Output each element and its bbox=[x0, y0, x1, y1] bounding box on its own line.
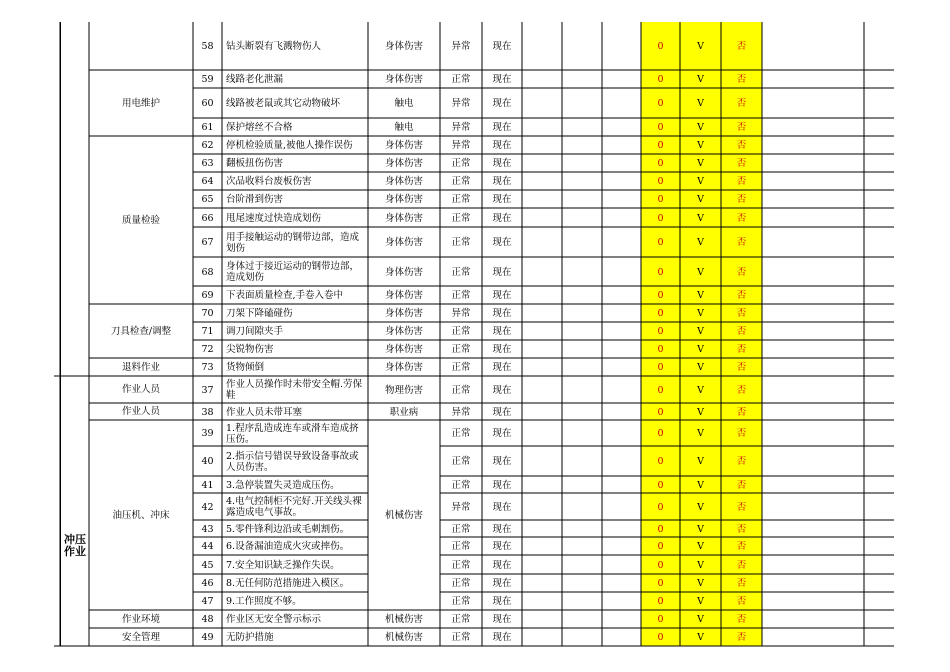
check-mark: V bbox=[697, 74, 704, 85]
risk-score: 0 bbox=[657, 308, 664, 319]
time-state: 现在 bbox=[492, 614, 512, 625]
row-number: 64 bbox=[201, 176, 214, 187]
operating-state: 异常 bbox=[451, 41, 471, 52]
risk-score: 0 bbox=[657, 578, 664, 589]
significance-flag: 否 bbox=[736, 541, 747, 552]
row-number: 58 bbox=[201, 41, 214, 52]
hazard-description: 身体过于接近运动的钢带边部，造成划伤 bbox=[226, 261, 360, 283]
hazard-category: 身体伤害 bbox=[384, 176, 423, 187]
risk-score: 0 bbox=[657, 428, 664, 439]
row-number: 65 bbox=[201, 194, 214, 205]
operating-state: 正常 bbox=[451, 74, 471, 85]
risk-score: 0 bbox=[657, 632, 664, 643]
row-number: 69 bbox=[201, 290, 214, 301]
risk-score: 0 bbox=[657, 74, 664, 85]
operating-state: 异常 bbox=[451, 122, 471, 133]
process-group-label: 用电维护 bbox=[121, 97, 160, 109]
hazard-category: 触电 bbox=[394, 98, 414, 109]
hazard-description: 8.无任何防范措施进入模区。 bbox=[226, 578, 350, 589]
row-number: 62 bbox=[201, 140, 214, 151]
hazard-category: 身体伤害 bbox=[384, 237, 423, 248]
row-number: 47 bbox=[201, 596, 214, 607]
check-mark: V bbox=[697, 632, 704, 643]
operating-state: 正常 bbox=[451, 578, 471, 589]
significance-flag: 否 bbox=[736, 614, 747, 625]
check-mark: V bbox=[697, 614, 704, 625]
operating-state: 异常 bbox=[451, 406, 471, 418]
row-number: 63 bbox=[201, 158, 214, 169]
significance-flag: 否 bbox=[736, 41, 747, 52]
hazard-description: 9.工作照度不够。 bbox=[226, 596, 302, 607]
risk-score: 0 bbox=[657, 326, 664, 337]
risk-score: 0 bbox=[657, 176, 664, 187]
significance-flag: 否 bbox=[736, 456, 747, 467]
significance-flag: 否 bbox=[736, 176, 747, 187]
hazard-category: 机械伤害 bbox=[384, 632, 423, 643]
operating-state: 正常 bbox=[451, 176, 471, 187]
row-number: 59 bbox=[201, 74, 214, 85]
row-number: 38 bbox=[201, 406, 214, 418]
hazard-category: 身体伤害 bbox=[384, 326, 423, 337]
hazard-category: 身体伤害 bbox=[384, 362, 423, 373]
significance-flag: 否 bbox=[736, 212, 747, 224]
operating-state: 正常 bbox=[451, 596, 471, 607]
hazard-description: 7.安全知识缺乏操作失误。 bbox=[226, 559, 340, 571]
hazard-description: 下表面质量检查,手卷入卷中 bbox=[226, 290, 344, 301]
check-mark: V bbox=[697, 406, 704, 418]
time-state: 现在 bbox=[492, 41, 512, 52]
check-mark: V bbox=[697, 326, 704, 337]
time-state: 现在 bbox=[492, 194, 512, 205]
row-number: 39 bbox=[201, 428, 214, 439]
hazard-category: 身体伤害 bbox=[384, 266, 423, 278]
time-state: 现在 bbox=[492, 541, 512, 552]
operating-state: 正常 bbox=[451, 541, 471, 552]
time-state: 现在 bbox=[492, 176, 512, 187]
time-state: 现在 bbox=[492, 237, 512, 248]
check-mark: V bbox=[697, 428, 704, 439]
operating-state: 正常 bbox=[451, 559, 471, 571]
hazard-description: 1.程序乱造成连车或滑车造成挤压伤。 bbox=[226, 422, 359, 445]
time-state: 现在 bbox=[492, 308, 512, 319]
hazard-description: 刀架下降磕碰伤 bbox=[226, 308, 293, 319]
check-mark: V bbox=[697, 194, 704, 205]
hazard-description: 作业人员操作时未带安全帽.劳保鞋 bbox=[226, 379, 363, 401]
risk-score: 0 bbox=[657, 122, 664, 133]
row-number: 46 bbox=[201, 578, 214, 589]
row-number: 61 bbox=[201, 122, 214, 133]
operating-state: 异常 bbox=[451, 98, 471, 109]
operating-state: 正常 bbox=[451, 194, 471, 205]
row-number: 66 bbox=[201, 212, 214, 224]
significance-flag: 否 bbox=[736, 308, 747, 319]
row-number: 44 bbox=[201, 541, 214, 552]
check-mark: V bbox=[697, 384, 704, 396]
significance-flag: 否 bbox=[736, 406, 747, 418]
row-number: 67 bbox=[201, 237, 214, 248]
time-state: 现在 bbox=[492, 596, 512, 607]
check-mark: V bbox=[697, 122, 704, 133]
process-group-label: 安全管理 bbox=[121, 631, 160, 643]
check-mark: V bbox=[697, 362, 704, 373]
significance-flag: 否 bbox=[736, 479, 747, 491]
operating-state: 正常 bbox=[451, 266, 471, 278]
process-group-label: 作业人员 bbox=[121, 406, 160, 417]
risk-score: 0 bbox=[657, 158, 664, 169]
hazard-description: 5.零件锋利边沿或毛刺割伤。 bbox=[226, 523, 350, 535]
risk-score: 0 bbox=[657, 194, 664, 205]
operating-state: 正常 bbox=[451, 632, 471, 643]
hazard-category: 身体伤害 bbox=[384, 41, 423, 52]
operating-state: 异常 bbox=[451, 308, 471, 319]
hazard-description: 货物倾倒 bbox=[226, 362, 265, 373]
process-group-label: 刀具检查/调整 bbox=[110, 325, 172, 337]
significance-flag: 否 bbox=[736, 158, 747, 169]
risk-score: 0 bbox=[657, 41, 664, 52]
hazard-description: 作业区无安全警示标示 bbox=[226, 614, 322, 625]
significance-flag: 否 bbox=[736, 98, 747, 109]
row-number: 45 bbox=[201, 559, 214, 571]
time-state: 现在 bbox=[492, 122, 512, 133]
significance-flag: 否 bbox=[736, 632, 747, 643]
check-mark: V bbox=[697, 158, 704, 169]
time-state: 现在 bbox=[492, 266, 512, 278]
hazard-description: 调刀间隙夹手 bbox=[226, 326, 284, 337]
hazard-description: 钻头断裂有飞溅物伤人 bbox=[226, 41, 322, 52]
time-state: 现在 bbox=[492, 456, 512, 467]
check-mark: V bbox=[697, 501, 704, 513]
risk-score: 0 bbox=[657, 479, 664, 491]
check-mark: V bbox=[697, 541, 704, 552]
merged-hazard-category: 机械伤害 bbox=[384, 509, 423, 521]
check-mark: V bbox=[697, 559, 704, 571]
row-number: 72 bbox=[201, 344, 214, 355]
time-state: 现在 bbox=[492, 140, 512, 151]
hazard-description: 作业人员未带耳塞 bbox=[226, 406, 303, 418]
time-state: 现在 bbox=[492, 501, 512, 513]
significance-flag: 否 bbox=[736, 501, 747, 513]
risk-score: 0 bbox=[657, 266, 664, 278]
risk-score: 0 bbox=[657, 456, 664, 467]
operating-state: 正常 bbox=[451, 614, 471, 625]
significance-flag: 否 bbox=[736, 194, 747, 205]
time-state: 现在 bbox=[492, 212, 512, 224]
significance-flag: 否 bbox=[736, 578, 747, 589]
operating-state: 正常 bbox=[451, 158, 471, 169]
operating-state: 正常 bbox=[451, 290, 471, 301]
risk-score: 0 bbox=[657, 596, 664, 607]
hazard-description: 4.电气控制柜不完好.开关线头裸露造成电气事故。 bbox=[226, 496, 362, 518]
hazard-description: 6.设备漏油造成火灾或摔伤。 bbox=[226, 541, 350, 552]
section-label: 冲压作业 bbox=[64, 533, 86, 558]
check-mark: V bbox=[697, 596, 704, 607]
hazard-description: 台阶滑到伤害 bbox=[226, 194, 284, 205]
risk-score: 0 bbox=[657, 406, 664, 418]
hazard-description: 线路被老鼠或其它动物破坏 bbox=[226, 98, 341, 109]
check-mark: V bbox=[697, 41, 704, 52]
operating-state: 正常 bbox=[451, 326, 471, 337]
operating-state: 正常 bbox=[451, 362, 471, 373]
operating-state: 正常 bbox=[451, 456, 471, 467]
time-state: 现在 bbox=[492, 479, 512, 491]
hazard-category: 身体伤害 bbox=[384, 158, 423, 169]
risk-score: 0 bbox=[657, 290, 664, 301]
process-group-label bbox=[89, 22, 193, 70]
hazard-category: 身体伤害 bbox=[384, 194, 423, 205]
check-mark: V bbox=[697, 479, 704, 491]
check-mark: V bbox=[697, 237, 704, 248]
time-state: 现在 bbox=[492, 559, 512, 571]
time-state: 现在 bbox=[492, 326, 512, 337]
significance-flag: 否 bbox=[736, 596, 747, 607]
hazard-description: 次品收料台废板伤害 bbox=[226, 176, 312, 187]
time-state: 现在 bbox=[492, 344, 512, 355]
risk-score: 0 bbox=[657, 344, 664, 355]
risk-score: 0 bbox=[657, 98, 664, 109]
check-mark: V bbox=[697, 523, 704, 535]
time-state: 现在 bbox=[492, 74, 512, 85]
row-number: 73 bbox=[201, 362, 214, 373]
hazard-description: 翻板扭伤伤害 bbox=[226, 158, 284, 169]
hazard-category: 身体伤害 bbox=[384, 140, 423, 151]
time-state: 现在 bbox=[492, 362, 512, 373]
significance-flag: 否 bbox=[736, 559, 747, 571]
time-state: 现在 bbox=[492, 406, 512, 418]
check-mark: V bbox=[697, 456, 704, 467]
check-mark: V bbox=[697, 98, 704, 109]
check-mark: V bbox=[697, 266, 704, 278]
time-state: 现在 bbox=[492, 578, 512, 589]
hazard-category: 机械伤害 bbox=[384, 614, 423, 625]
row-number: 71 bbox=[201, 326, 214, 337]
significance-flag: 否 bbox=[736, 384, 747, 396]
operating-state: 正常 bbox=[451, 212, 471, 224]
operating-state: 正常 bbox=[451, 428, 471, 439]
significance-flag: 否 bbox=[736, 326, 747, 337]
operating-state: 正常 bbox=[451, 479, 471, 491]
operating-state: 正常 bbox=[451, 344, 471, 355]
hazard-category: 物理伤害 bbox=[384, 384, 423, 396]
check-mark: V bbox=[697, 578, 704, 589]
significance-flag: 否 bbox=[736, 237, 747, 248]
hazard-description: 尖锐物伤害 bbox=[226, 344, 274, 355]
process-group-label: 退料作业 bbox=[121, 361, 160, 373]
row-number: 40 bbox=[201, 456, 214, 467]
hazard-category: 身体伤害 bbox=[384, 290, 423, 301]
hazard-category: 触电 bbox=[394, 122, 414, 133]
risk-score: 0 bbox=[657, 541, 664, 552]
significance-flag: 否 bbox=[736, 140, 747, 151]
hazard-description: 停机检验质量,被他人操作误伤 bbox=[226, 140, 353, 151]
hazard-description: 甩尾速度过快造成划伤 bbox=[226, 212, 322, 224]
risk-score: 0 bbox=[657, 140, 664, 151]
hazard-category: 身体伤害 bbox=[384, 344, 423, 355]
significance-flag: 否 bbox=[736, 290, 747, 301]
time-state: 现在 bbox=[492, 158, 512, 169]
hazard-description: 保护熔丝不合格 bbox=[226, 122, 293, 133]
process-group-label: 作业环境 bbox=[121, 613, 160, 625]
hazard-description: 2.指示信号错误导致设备事故或人员伤害。 bbox=[226, 450, 359, 473]
hazard-description: 用手接触运动的钢带边部，造成划伤 bbox=[226, 231, 360, 254]
hazard-category: 身体伤害 bbox=[384, 74, 423, 85]
row-number: 42 bbox=[201, 501, 214, 513]
check-mark: V bbox=[697, 176, 704, 187]
row-number: 49 bbox=[201, 632, 214, 643]
row-number: 60 bbox=[201, 98, 214, 109]
significance-flag: 否 bbox=[736, 362, 747, 373]
risk-score: 0 bbox=[657, 384, 664, 396]
check-mark: V bbox=[697, 290, 704, 301]
risk-score: 0 bbox=[657, 362, 664, 373]
hazard-description: 线路老化泄漏 bbox=[226, 74, 284, 85]
risk-score: 0 bbox=[657, 559, 664, 571]
significance-flag: 否 bbox=[736, 523, 747, 535]
risk-score: 0 bbox=[657, 212, 664, 224]
process-group-label: 作业人员 bbox=[121, 384, 160, 395]
row-number: 37 bbox=[201, 384, 214, 396]
time-state: 现在 bbox=[492, 384, 512, 396]
hazard-description: 无防护措施 bbox=[226, 632, 274, 643]
process-group-label: 质量检验 bbox=[121, 214, 160, 226]
check-mark: V bbox=[697, 344, 704, 355]
time-state: 现在 bbox=[492, 428, 512, 439]
check-mark: V bbox=[697, 308, 704, 319]
significance-flag: 否 bbox=[736, 266, 747, 278]
risk-score: 0 bbox=[657, 614, 664, 625]
significance-flag: 否 bbox=[736, 122, 747, 133]
time-state: 现在 bbox=[492, 632, 512, 643]
hazard-category: 职业病 bbox=[389, 406, 419, 418]
operating-state: 正常 bbox=[451, 237, 471, 248]
hazard-description: 3.急停装置失灵造成压伤。 bbox=[226, 479, 340, 491]
check-mark: V bbox=[697, 212, 704, 224]
row-number: 70 bbox=[201, 308, 214, 319]
operating-state: 异常 bbox=[451, 140, 471, 151]
operating-state: 正常 bbox=[451, 523, 471, 535]
significance-flag: 否 bbox=[736, 344, 747, 355]
hazard-category: 身体伤害 bbox=[384, 308, 423, 319]
significance-flag: 否 bbox=[736, 428, 747, 439]
row-number: 41 bbox=[201, 479, 214, 491]
hazard-category: 身体伤害 bbox=[384, 212, 423, 224]
significance-flag: 否 bbox=[736, 74, 747, 85]
time-state: 现在 bbox=[492, 523, 512, 535]
time-state: 现在 bbox=[492, 290, 512, 301]
row-number: 68 bbox=[201, 266, 214, 278]
process-group-label: 油压机、冲床 bbox=[112, 509, 170, 521]
row-number: 48 bbox=[201, 614, 214, 625]
risk-score: 0 bbox=[657, 237, 664, 248]
operating-state: 异常 bbox=[451, 501, 471, 513]
time-state: 现在 bbox=[492, 98, 512, 109]
check-mark: V bbox=[697, 140, 704, 151]
risk-score: 0 bbox=[657, 501, 664, 513]
operating-state: 正常 bbox=[451, 384, 471, 396]
row-number: 43 bbox=[201, 523, 214, 535]
risk-score: 0 bbox=[657, 523, 664, 535]
